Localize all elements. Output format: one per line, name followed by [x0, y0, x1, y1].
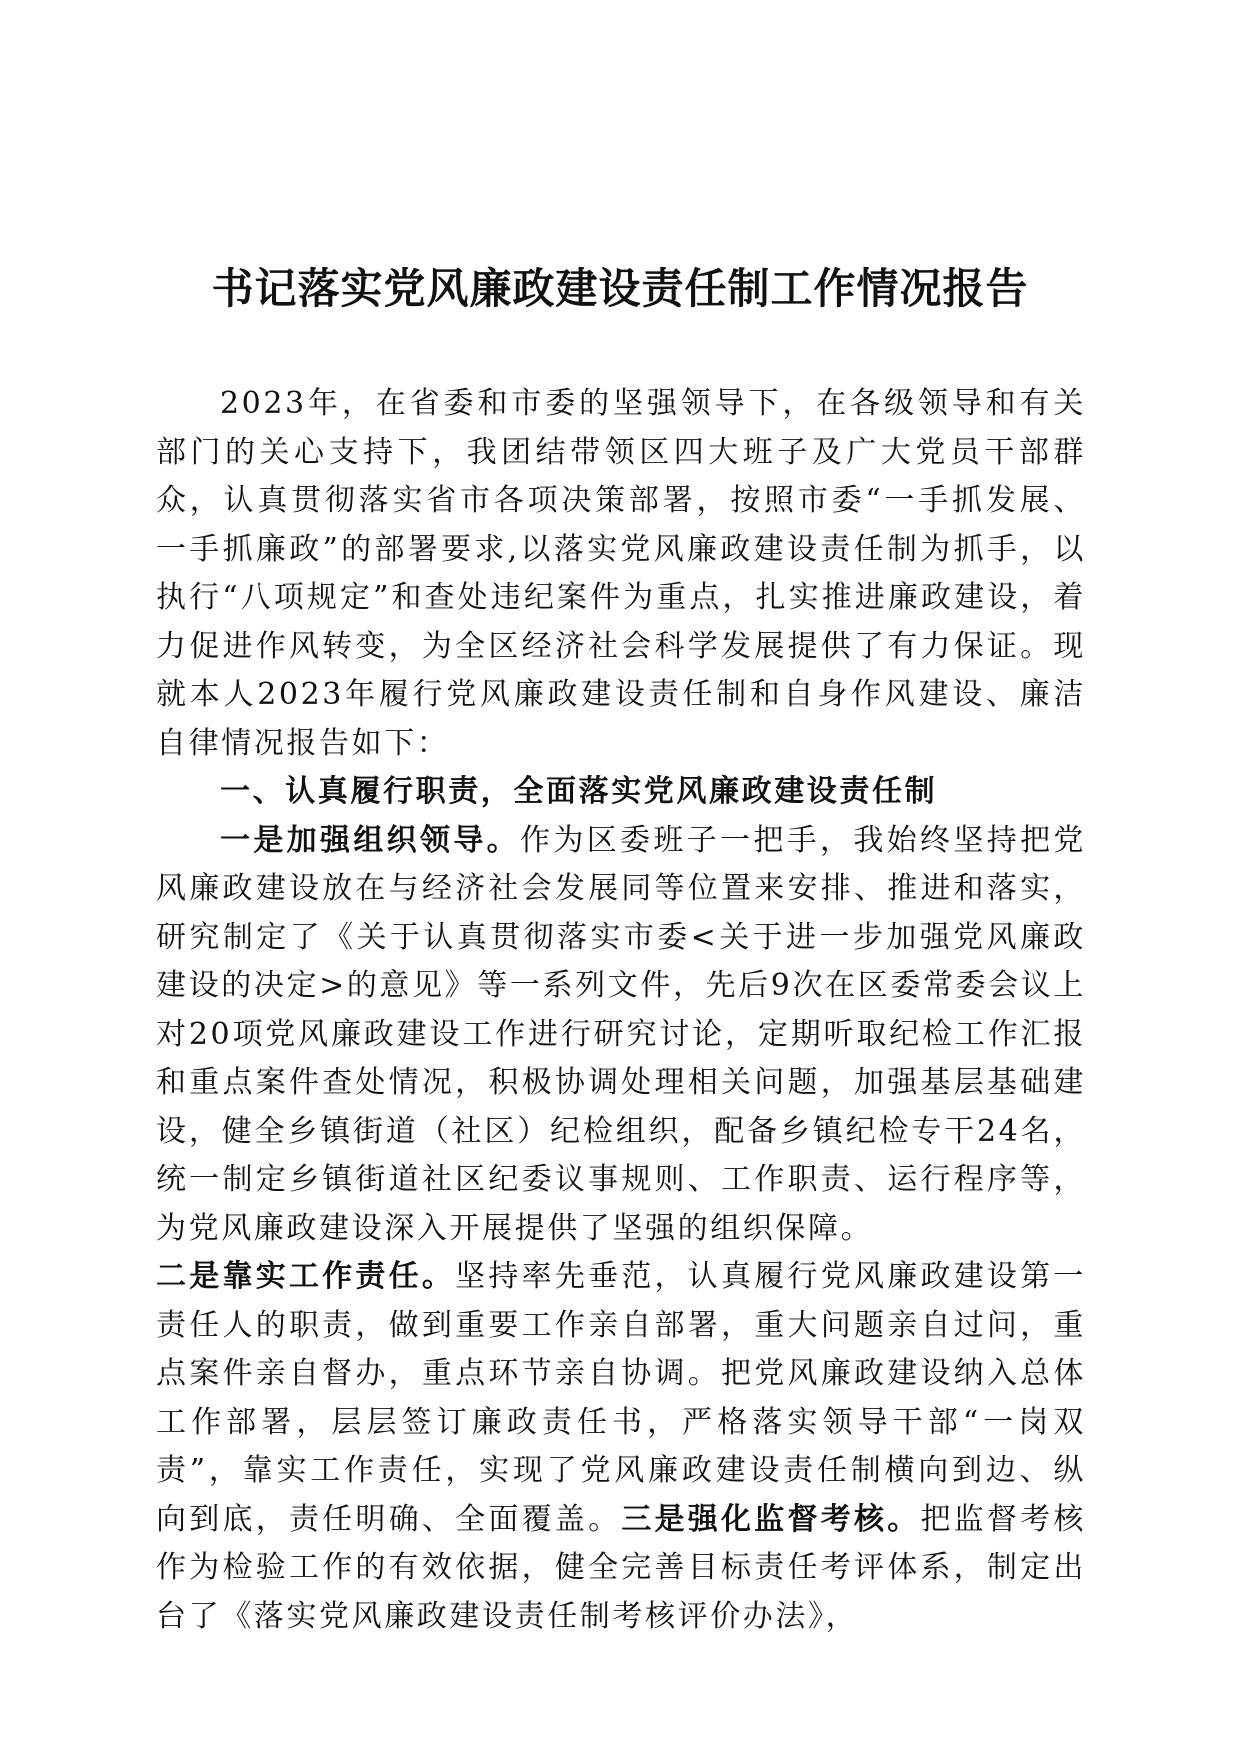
document-body	[156, 380, 1086, 1641]
intro-paragraph: 2023年，在省委和市委的坚强领导下，在各级领导和有关部门的关心支持下，我团结带领区四大班子及广大党员干部群众，认真贯彻落实省市各项决策部署，按照市委“一手抓发展、一手抓廉政”的部署要求,以落实党风廉政建设责任制为抓手，以执行“八项规定”和查处违纪案件为重点，扎实推进廉政建设，着力促进作风转变，为全区经济社会科学发展提供了有力保证。现就本人2023年履行党风廉政建设责任制和自身作风建设、廉洁自律情况报告如下：	[156, 386, 1086, 761]
point2-text: 坚持率先垂范，认真履行党风廉政建设第一责任人的职责，做到重要工作亲自部署，重大问题亲自过问，重点案件亲自督办，重点环节亲自协调。把党风廉政建设纳入总体工作部署，层层签订廉政责任书，严格落实领导干部“一岗双责”，靠实工作责任，实现了党风廉政建设责任制横向到边、纵向到底，责任明确、全面覆盖。	[156, 1259, 1086, 1537]
section-heading: 一、认真履行职责，全面落实党风廉政建设责任制	[220, 774, 938, 809]
point2-paragraph	[156, 1253, 1086, 1641]
point3-text: 把监督考核作为检验工作的有效依据，健全完善目标责任考评体系，制定出台了《落实党风廉政建设责任制考核评价办法》，	[156, 1501, 1086, 1634]
point2-lead: 二是靠实工作责任。	[156, 1259, 456, 1294]
point1-text: 作为区委班子一把手，我始终坚持把党风廉政建设放在与经济社会发展同等位置来安排、推进和落实，研究制定了《关于认真贯彻落实市委<关于进一步加强党风廉政建设的决定>的意见》等一系列文件，先后9次在区委常委会议上对20项党风廉政建设工作进行研究讨论，定期听取纪检工作汇报和重点案件查处情况，积极协调处理相关问题，加强基层基础建设，健全乡镇街道（社区）纪检组织，配备乡镇纪检专干24名，统一制定乡镇街道社区纪委议事规则、工作职责、运行程序等，为党风廉政建设深入开展提供了坚强的组织保障。	[156, 822, 1087, 1246]
document-title: 书记落实党风廉政建设责任制工作情况报告	[211, 264, 1029, 313]
point1-lead: 一是加强组织领导。	[220, 822, 521, 858]
point3-lead: 三是强化监督考核。	[621, 1501, 921, 1537]
point1-paragraph	[156, 817, 1086, 1254]
